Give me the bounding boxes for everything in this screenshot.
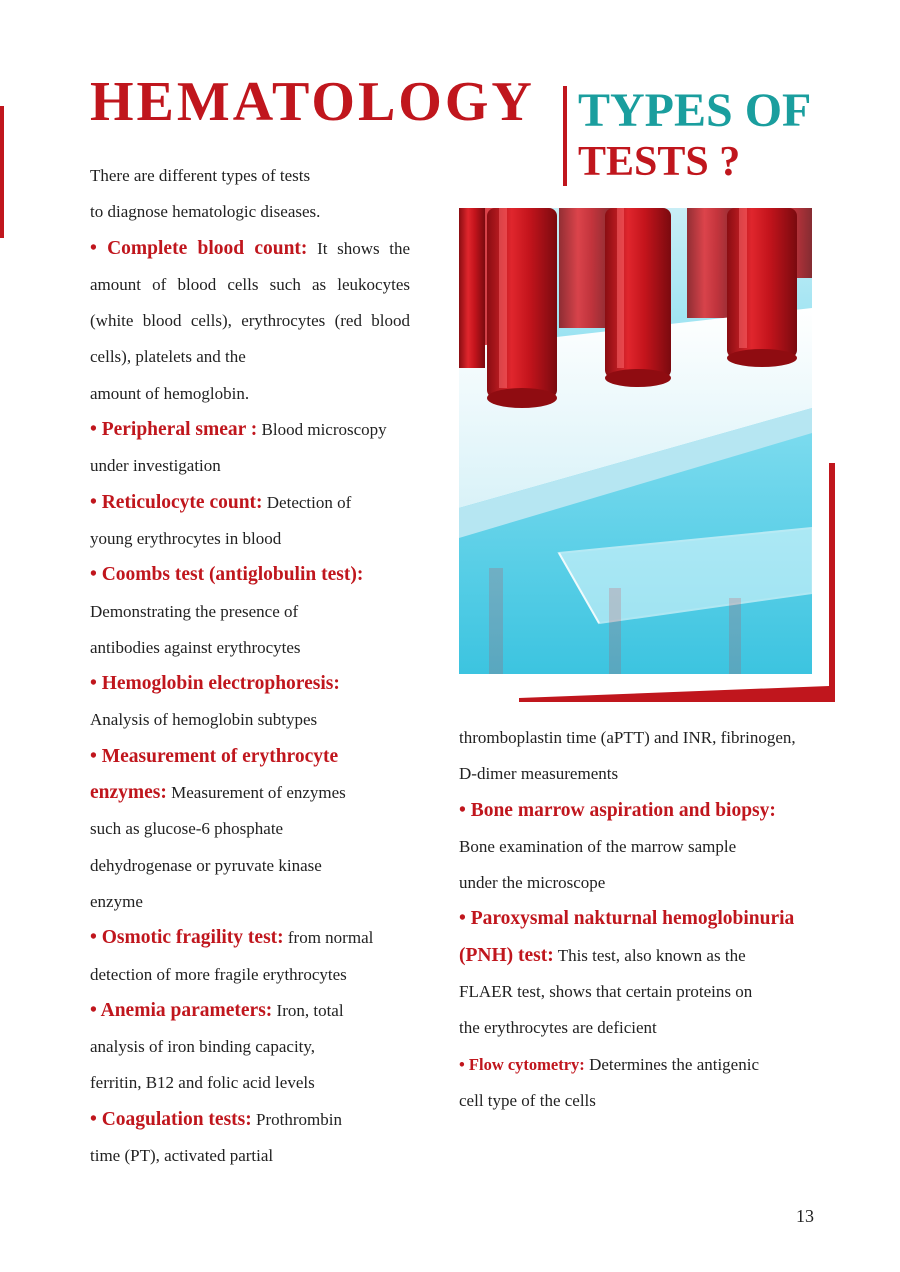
text-line xyxy=(90,303,410,339)
text-line xyxy=(90,702,410,738)
left-text-column xyxy=(90,158,410,1174)
text-line xyxy=(90,1029,410,1065)
body-text: Iron, total xyxy=(272,1000,344,1020)
test-name: • Coagulation tests: xyxy=(90,1108,252,1130)
text-line xyxy=(459,974,839,1010)
body-text: dehydrogenase or pyruvate kinase xyxy=(90,855,322,875)
body-text: It shows the xyxy=(307,238,410,258)
right-text-column xyxy=(459,720,839,1119)
test-heading-line xyxy=(90,1102,410,1138)
test-heading-line xyxy=(90,231,410,267)
text-line xyxy=(90,521,410,557)
test-heading-line xyxy=(90,412,410,448)
text-line xyxy=(90,1138,410,1174)
text-line xyxy=(459,1010,839,1046)
body-text: the erythrocytes are deficient xyxy=(459,1018,657,1038)
page-title: HEMATOLOGY xyxy=(90,71,535,133)
body-text: This test, also known as the xyxy=(553,945,746,965)
body-text: from normal xyxy=(283,928,374,948)
test-heading-line xyxy=(90,993,410,1029)
test-heading-line xyxy=(90,666,410,702)
body-text: Detection of xyxy=(262,492,352,512)
text-line xyxy=(459,865,839,901)
test-heading-line xyxy=(90,739,410,775)
text-line xyxy=(90,957,410,993)
body-text: Determines the antigenic xyxy=(584,1054,759,1074)
text-line xyxy=(90,339,410,375)
body-text: Prothrombin xyxy=(251,1109,342,1129)
text-line xyxy=(459,829,839,865)
body-text: FLAER test, shows that certain proteins on xyxy=(459,982,753,1002)
test-heading-line xyxy=(90,557,410,593)
blood-tubes-photo xyxy=(459,208,837,704)
text-line xyxy=(90,267,410,303)
body-text: time (PT), activated partial xyxy=(90,1146,274,1166)
body-text: to diagnose hematologic diseases. xyxy=(90,202,321,222)
body-text: detection of more fragile erythrocytes xyxy=(90,964,347,984)
test-name: • Osmotic fragility test: xyxy=(90,927,284,949)
text-line xyxy=(90,194,410,230)
body-text: under investigation xyxy=(90,456,221,476)
section-title-line1: TYPES OF xyxy=(578,84,812,137)
body-text: cell type of the cells xyxy=(459,1090,596,1110)
text-line xyxy=(459,1083,839,1119)
body-text: ferritin, B12 and folic acid levels xyxy=(90,1073,315,1093)
text-line xyxy=(90,811,410,847)
test-heading-line xyxy=(459,938,839,974)
test-name: • Paroxysmal nakturnal hemoglobinuria xyxy=(459,908,795,930)
body-text: thromboplastin time (aPTT) and INR, fibrinogen, xyxy=(459,728,796,747)
text-line xyxy=(90,448,410,484)
blood-tubes-illustration xyxy=(459,208,837,704)
body-text: antibodies against erythrocytes xyxy=(90,637,301,657)
body-text: (white blood cells), erythrocytes (red blood xyxy=(90,311,410,331)
test-name: (PNH) test: xyxy=(459,944,554,966)
test-heading-line xyxy=(90,920,410,956)
test-name: • Peripheral smear : xyxy=(90,419,258,441)
test-name: • Anemia parameters: xyxy=(90,999,273,1021)
title-divider xyxy=(563,86,567,186)
test-heading-line xyxy=(459,1047,839,1083)
body-text: Blood microscopy xyxy=(257,420,387,440)
body-text: D-dimer measurements xyxy=(459,764,619,784)
text-line xyxy=(90,376,410,412)
body-text: Analysis of hemoglobin subtypes xyxy=(90,710,318,730)
body-text: cells), platelets and the xyxy=(90,347,246,367)
body-text: amount of blood cells such as leukocytes xyxy=(90,274,410,294)
text-line xyxy=(90,884,410,920)
text-line xyxy=(90,1065,410,1101)
test-name: • Measurement of erythrocyte xyxy=(90,745,339,767)
test-name: • Hemoglobin electrophoresis: xyxy=(90,673,340,695)
text-line xyxy=(459,756,839,792)
test-name: • Complete blood count: xyxy=(90,237,308,259)
test-heading-line xyxy=(459,901,839,937)
body-text: amount of hemoglobin. xyxy=(90,383,250,403)
text-line xyxy=(90,630,410,666)
body-text: such as glucose-6 phosphate xyxy=(90,819,284,839)
body-text: under the microscope xyxy=(459,873,606,893)
text-line xyxy=(459,720,839,756)
test-heading-line xyxy=(90,775,410,811)
section-title-line2: TESTS ? xyxy=(578,138,741,185)
test-heading-line xyxy=(90,485,410,521)
body-text: There are different types of tests xyxy=(90,166,311,185)
test-heading-line xyxy=(459,793,839,829)
body-text: enzyme xyxy=(90,891,143,911)
body-text: young erythrocytes in blood xyxy=(90,528,282,548)
section-title xyxy=(578,84,811,187)
body-text: Bone examination of the marrow sample xyxy=(459,836,737,856)
body-text: Measurement of enzymes xyxy=(166,783,346,803)
test-name: • Flow cytometry: xyxy=(459,1054,585,1074)
test-name: • Reticulocyte count: xyxy=(90,491,263,513)
body-text: analysis of iron binding capacity, xyxy=(90,1037,316,1057)
test-name: • Coombs test (antiglobulin test): xyxy=(90,564,364,586)
text-line xyxy=(90,158,410,194)
text-line xyxy=(90,848,410,884)
text-line xyxy=(90,594,410,630)
left-edge-accent xyxy=(0,106,4,238)
body-text: Demonstrating the presence of xyxy=(90,601,299,621)
page-number: 13 xyxy=(796,1206,814,1226)
test-name: enzymes: xyxy=(90,782,167,804)
test-name: • Bone marrow aspiration and biopsy: xyxy=(459,799,776,821)
